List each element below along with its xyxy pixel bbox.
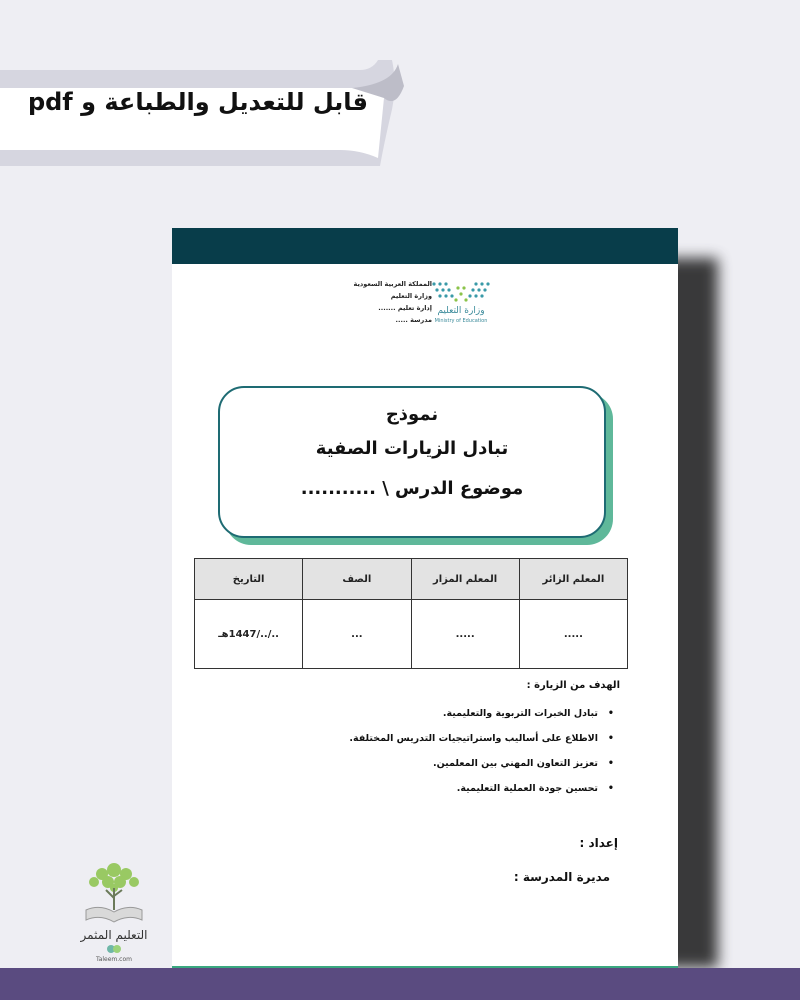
- country-name: المملكة العربية السعودية: [353, 280, 432, 288]
- cell-visiting-teacher: .....: [519, 600, 627, 669]
- header-visited-teacher: المعلم المزار: [411, 559, 519, 600]
- header-info: [332, 278, 432, 326]
- cell-class: ...: [303, 600, 411, 669]
- table-header-row: [195, 559, 628, 600]
- title-box: [218, 386, 606, 538]
- watermark-name: التعليم المثمر: [80, 928, 148, 942]
- bottom-band: [0, 968, 800, 1000]
- list-item: • تحسين جودة العملية التعليمية.: [196, 776, 598, 801]
- cell-date: ../../1447هـ: [195, 600, 303, 669]
- watermark-dots-icon: [106, 944, 122, 954]
- logo-english: Ministry of Education: [434, 318, 488, 324]
- logo-arabic: وزارة التعليم: [437, 306, 485, 316]
- top-bar: [172, 228, 678, 264]
- table-row: [195, 600, 628, 669]
- ministry-logo: [426, 278, 496, 328]
- goals-heading: الهدف من الزيارة :: [526, 680, 620, 691]
- header-class: الصف: [303, 559, 411, 600]
- cell-visited-teacher: .....: [411, 600, 519, 669]
- list-item: • تعزيز التعاون المهني بين المعلمين.: [196, 751, 598, 776]
- prepared-by-label: إعداد :: [579, 836, 618, 850]
- visit-info-table: [194, 558, 628, 669]
- header-date: التاريخ: [195, 559, 303, 600]
- school-name: مدرسة .....: [395, 316, 432, 324]
- visit-goals: [196, 680, 620, 801]
- tree-book-icon: [72, 858, 156, 928]
- principal-label: مديرة المدرسة :: [513, 870, 610, 884]
- list-item: • الاطلاع على أساليب واستراتيجيات التدريس المختلفة.: [196, 726, 598, 751]
- ministry-name: وزارة التعليم: [390, 292, 432, 300]
- department-name: إدارة تعليم .......: [378, 304, 432, 312]
- document-page: [172, 228, 678, 974]
- goals-list: [196, 701, 620, 801]
- banner-text: قابل للتعديل والطباعة و pdf: [27, 88, 368, 116]
- header-visiting-teacher: المعلم الزائر: [519, 559, 627, 600]
- list-item: • تبادل الخبرات التربوية والتعليمية.: [196, 701, 598, 726]
- form-title: تبادل الزيارات الصفية: [315, 438, 509, 459]
- form-label: نموذج: [385, 404, 439, 425]
- watermark-url: Taleem.com: [96, 956, 132, 963]
- lesson-topic: موضوع الدرس \ ...........: [300, 478, 524, 499]
- site-watermark: [72, 858, 156, 968]
- logo-dots-icon: [426, 278, 496, 306]
